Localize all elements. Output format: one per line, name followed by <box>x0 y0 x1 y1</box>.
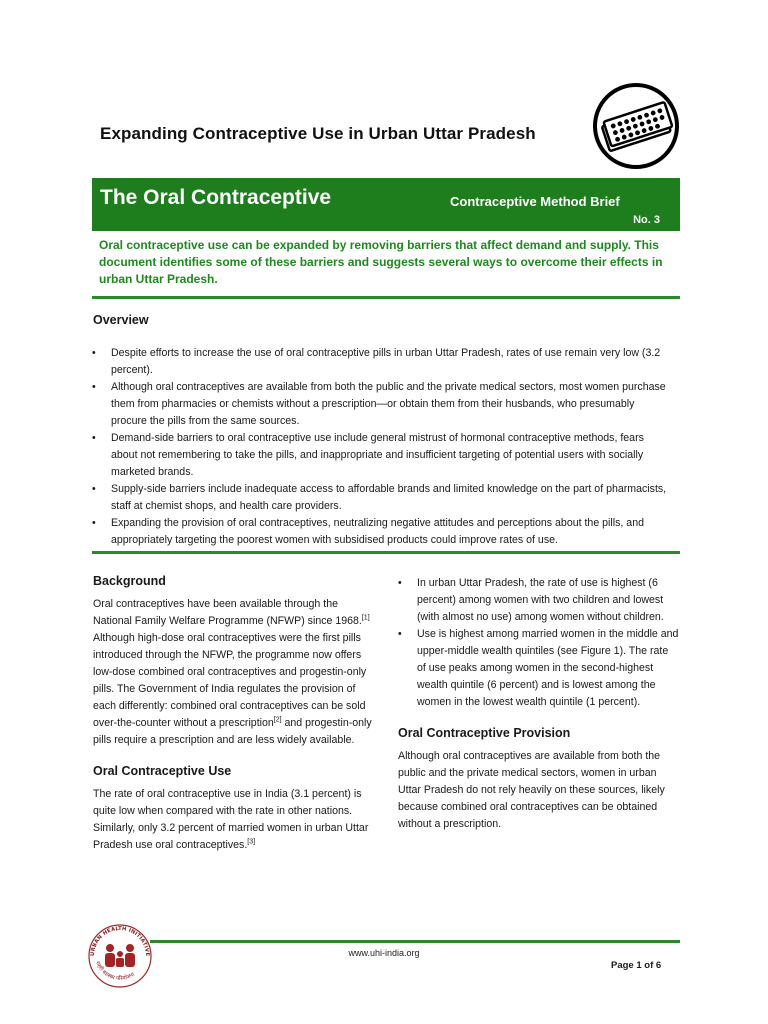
bullet-icon: • <box>92 483 96 495</box>
right-column <box>398 575 680 833</box>
provision-heading: Oral Contraceptive Provision <box>398 726 571 740</box>
pill-pack-icon <box>592 82 680 170</box>
provision-text: Although oral contraceptives are available from both the public and the private medical sectors, women in urban Uttar Pradesh do not rely heavily on these sources, likely because combined oral contraceptives can be obtained without a prescription. <box>398 750 665 830</box>
use-findings-list <box>398 575 680 711</box>
bullet-icon: • <box>92 517 96 529</box>
citation: [1] <box>361 614 370 622</box>
bullet-icon: • <box>398 628 402 640</box>
citation: [3] <box>247 838 256 846</box>
svg-text:शहरी स्वास्थ्य परियोजना: शहरी स्वास्थ्य परियोजना <box>94 960 136 983</box>
bullet-icon: • <box>92 432 96 444</box>
brief-number: No. 3 <box>633 214 660 226</box>
left-column <box>93 573 373 854</box>
overview-list <box>90 345 672 549</box>
footer-url[interactable]: www.uhi-india.org <box>348 948 420 958</box>
background-heading: Background <box>93 574 166 588</box>
list-item: • In urban Uttar Pradesh, the rate of use is highest (6 percent) among women with two children and lowest (with almost no use) among women without children. <box>398 577 664 623</box>
list-item: • Expanding the provision of oral contraceptives, neutralizing negative attitudes and perceptions about the pills, and appropriately targeting the poorest women with subsidised products could improve rates of use. <box>92 517 644 546</box>
document-title: Expanding Contraceptive Use in Urban Uttar Pradesh <box>100 124 536 143</box>
footer-divider <box>150 940 680 943</box>
svg-text:URBAN HEALTH INITIATIVE: URBAN HEALTH INITIATIVE <box>89 925 151 957</box>
overview-heading: Overview <box>93 313 149 327</box>
use-text: The rate of oral contraceptive use in India (3.1 percent) is quite low when compared with the rate in other nations. Similarly, only 3.2 percent of married women in urban Uttar Pradesh use oral contraceptives.[3] <box>93 788 369 851</box>
page-number: Page 1 of 6 <box>611 960 662 971</box>
list-item: • Use is highest among married women in the middle and upper-middle wealth quintiles (see Figure 1). The rate of use peaks among women in the second-highest wealth quintile (6 percent) and is lowest among the women in the lowest wealth quintile (1 percent). <box>398 628 679 708</box>
list-item: • Despite efforts to increase the use of oral contraceptive pills in urban Uttar Pradesh, rates of use remain very low (3.2 percent). <box>92 347 661 376</box>
list-item: • Supply-side barriers include inadequate access to affordable brands and limited knowledge on the part of pharmacists, staff at chemist shops, and health care providers. <box>92 483 667 512</box>
bullet-icon: • <box>398 577 402 589</box>
citation: [2] <box>273 716 282 724</box>
banner-title: The Oral Contraceptive <box>100 186 332 209</box>
intro-summary: Oral contraceptive use can be expanded by removing barriers that affect demand and supply. This document identifies some of these barriers and suggests several ways to overcome their effects in urban Uttar Pradesh. <box>99 238 663 286</box>
background-text: Oral contraceptives have been available through the National Family Welfare Programme (NFWP) since 1968.[1] Although high-dose oral contraceptives were the first pills introduced through the NFWP, the programme now offers low-dose combined oral contraceptives and progestin-only pills. The Government of India regulates the provision of each differently: combined oral contraceptives can be sold over-the-counter without a prescription[2] and progestin-only pills require a prescription and are less widely available. <box>93 598 372 746</box>
list-item: • Demand-side barriers to oral contraceptive use include general mistrust of hormonal contraceptive methods, fears about not remembering to take the pills, and inappropriate and insufficient targeting of potential users with socially marketed brands. <box>92 432 644 478</box>
bullet-icon: • <box>92 381 96 393</box>
banner-subtitle: Contraceptive Method Brief <box>450 194 620 209</box>
use-heading: Oral Contraceptive Use <box>93 764 232 778</box>
divider <box>92 296 680 299</box>
title-banner <box>92 178 680 231</box>
list-item: • Although oral contraceptives are available from both the public and the private medical sectors, most women purchase them from pharmacies or chemists without a prescription—or obtain them from their husbands, who presumably procure the pills from the same sources. <box>92 381 666 427</box>
bullet-icon: • <box>92 347 96 359</box>
divider <box>92 551 680 554</box>
